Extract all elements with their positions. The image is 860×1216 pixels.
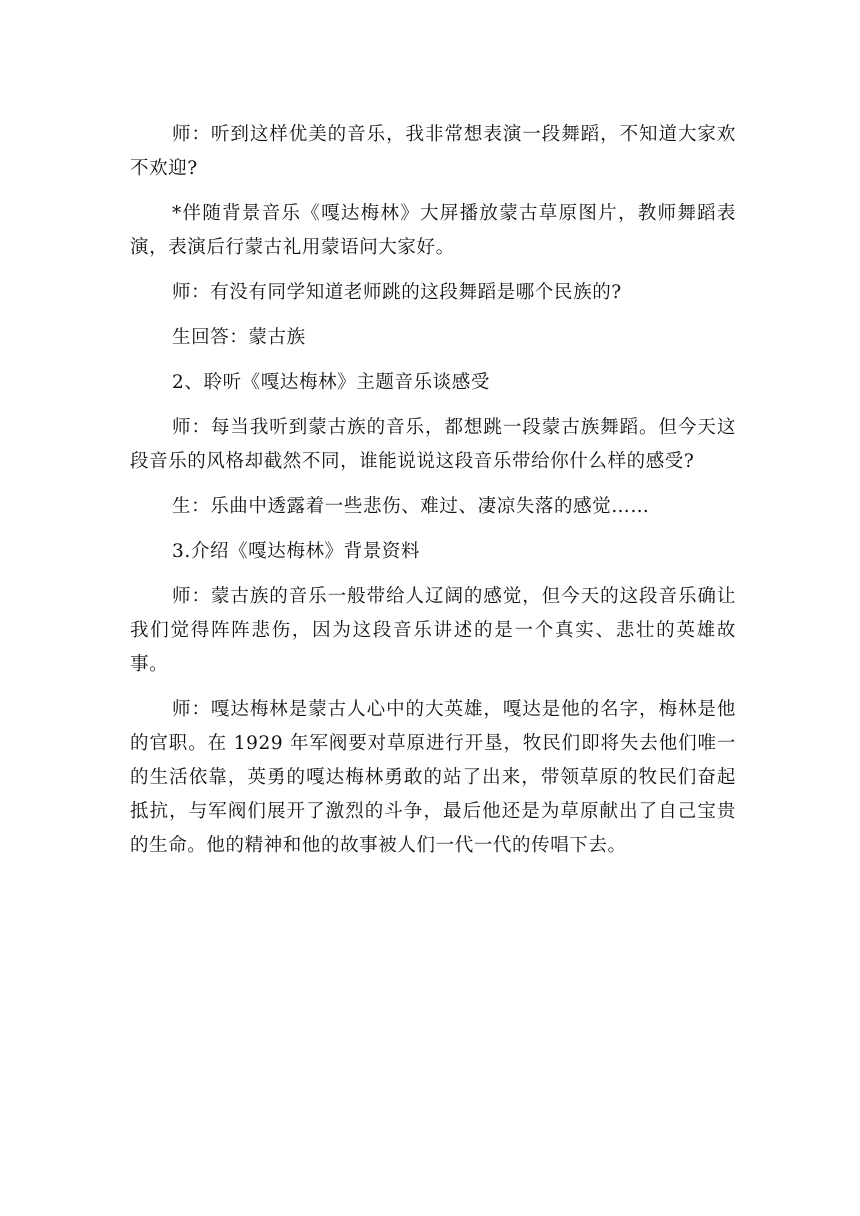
paragraph-student-feeling: 生：乐曲中透露着一些悲伤、难过、凄凉失落的感觉…… xyxy=(172,496,650,517)
paragraph-stage-direction: *伴随背景音乐《嘎达梅林》大屏播放蒙古草原图片，教师舞蹈表演，表演后行蒙古礼用蒙语问大家好。 xyxy=(130,203,736,258)
section-heading-listen: 2、聆听《嘎达梅林》主题音乐谈感受 xyxy=(172,372,490,393)
paragraph-teacher-feeling-question: 师：每当我听到蒙古族的音乐，都想跳一段蒙古族舞蹈。但今天这段音乐的风格却截然不同，谁能说说这段音乐带给你什么样的感受? xyxy=(130,417,736,472)
paragraph-teacher-question: 师：有没有同学知道老师跳的这段舞蹈是哪个民族的? xyxy=(172,282,622,303)
paragraph-student-answer: 生回答：蒙古族 xyxy=(172,327,306,348)
paragraph-teacher-dance-offer: 师：听到这样优美的音乐，我非常想表演一段舞蹈，不知道大家欢不欢迎? xyxy=(130,124,736,179)
document-body xyxy=(130,118,736,874)
section-heading-background: 3.介绍《嘎达梅林》背景资料 xyxy=(172,541,421,562)
paragraph-teacher-hero-story: 师：嘎达梅林是蒙古人心中的大英雄，嘎达是他的名字，梅林是他的官职。在 1929 年军阀要对草原进行开垦，牧民们即将失去他们唯一的生活依靠，英勇的嘎达梅林勇敢的站了出来，带领草原的牧民们奋起抵抗，与军阀们展开了激烈的斗争，最后他还是为草原献出了自己宝贵的生命。他的精神和他的故事被人们一代一代的传唱下去。 xyxy=(130,699,736,856)
paragraph-teacher-music-intro: 师：蒙古族的音乐一般带给人辽阔的感觉，但今天的这段音乐确让我们觉得阵阵悲伤，因为这段音乐讲述的是一个真实、悲壮的英雄故事。 xyxy=(130,586,736,675)
